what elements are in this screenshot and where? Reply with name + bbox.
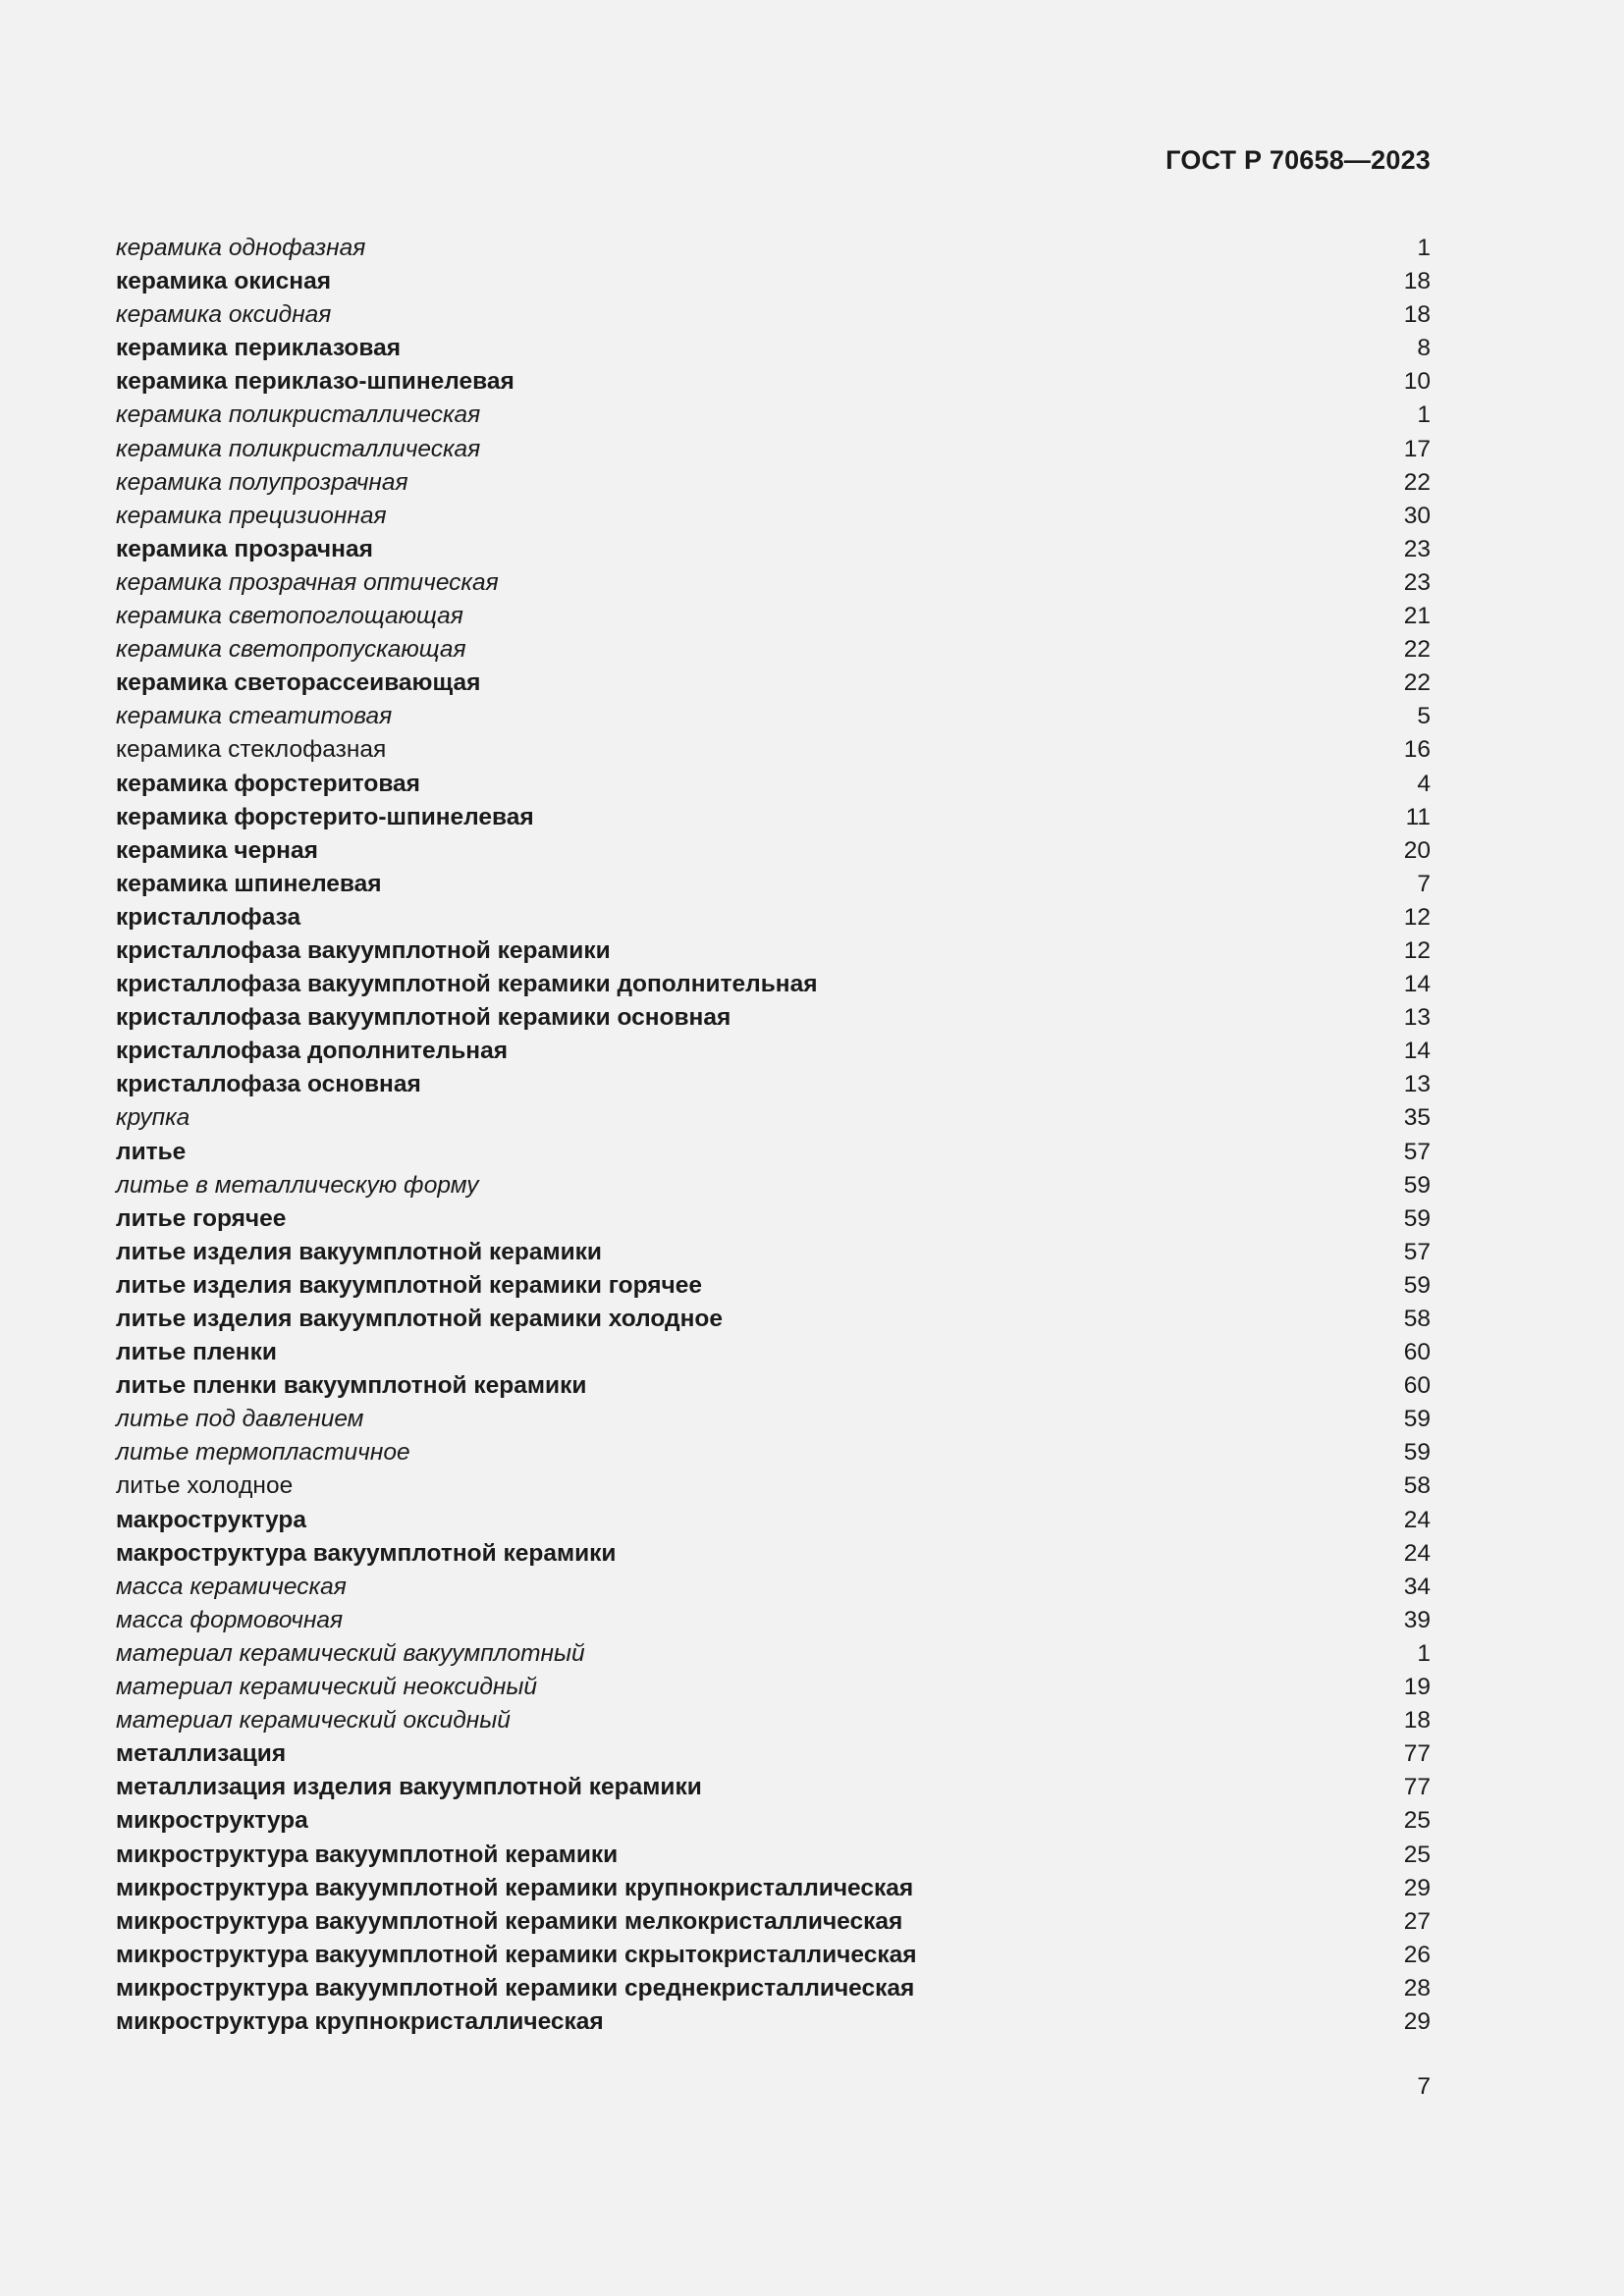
index-entry — [116, 801, 1431, 834]
index-page-ref: 28 — [1403, 1974, 1431, 2002]
index-term: литье пленки вакуумплотной керамики — [116, 1372, 587, 1400]
index-page-ref: 60 — [1403, 1372, 1431, 1400]
index-page-ref: 77 — [1403, 1740, 1431, 1768]
index-term: микроструктура вакуумплотной керамики мелкокристаллическая — [116, 1907, 903, 1935]
index-page-ref: 34 — [1403, 1573, 1431, 1600]
index-term: макроструктура — [116, 1506, 306, 1533]
index-term: керамика форстеритовая — [116, 770, 420, 797]
index-page-ref: 22 — [1403, 468, 1431, 496]
index-term: литье изделия вакуумплотной керамики холодное — [116, 1306, 723, 1332]
index-term: микроструктура крупнокристаллическая — [116, 2007, 604, 2035]
index-entry — [116, 1839, 1431, 1872]
index-entry — [116, 1704, 1431, 1737]
index-page-ref: 22 — [1403, 636, 1431, 664]
index-entry — [116, 1035, 1431, 1068]
index-page-ref: 5 — [1417, 703, 1431, 730]
index-term: керамика светорассеивающая — [116, 669, 481, 697]
index-entry — [116, 399, 1431, 432]
index-entry — [116, 1202, 1431, 1236]
index-term: кристаллофаза основная — [116, 1071, 421, 1098]
index-term: макроструктура вакуумплотной керамики — [116, 1539, 617, 1567]
index-term: керамика стеатитовая — [116, 703, 393, 730]
index-term: керамика оксидная — [116, 301, 332, 329]
index-page-ref: 29 — [1403, 1874, 1431, 1901]
document-header: ГОСТ Р 70658—2023 — [1165, 145, 1431, 175]
index-page-ref: 18 — [1403, 1707, 1431, 1735]
index-term: кристаллофаза вакуумплотной керамики основная — [116, 1004, 731, 1032]
index-entry — [116, 1972, 1431, 2005]
index-page-ref: 25 — [1403, 1807, 1431, 1835]
index-term: керамика форстерито-шпинелевая — [116, 803, 534, 830]
index-entry — [116, 868, 1431, 901]
index-page-ref: 4 — [1417, 770, 1431, 797]
index-entry — [116, 1637, 1431, 1671]
index-entry — [116, 733, 1431, 767]
index-entry — [116, 1369, 1431, 1403]
index-page-ref: 20 — [1403, 836, 1431, 864]
index-page-ref: 39 — [1403, 1606, 1431, 1633]
index-term: керамика периклазо-шпинелевая — [116, 368, 514, 396]
index-page-ref: 11 — [1405, 803, 1431, 830]
index-term: материал керамический вакуумплотный — [116, 1639, 585, 1667]
index-entry — [116, 1771, 1431, 1804]
index-page-ref: 10 — [1403, 368, 1431, 396]
index-entry — [116, 667, 1431, 700]
index-term: керамика черная — [116, 836, 318, 864]
index-entry — [116, 265, 1431, 298]
index-term: кристаллофаза дополнительная — [116, 1038, 509, 1065]
index-term: керамика шпинелевая — [116, 870, 382, 897]
index-entry — [116, 934, 1431, 968]
index-entry — [116, 1236, 1431, 1269]
index-page-ref: 24 — [1403, 1539, 1431, 1567]
index-page-ref: 60 — [1403, 1339, 1431, 1366]
index-page-ref: 59 — [1403, 1204, 1431, 1232]
index-entry — [116, 1136, 1431, 1169]
index-page-ref: 13 — [1403, 1071, 1431, 1098]
index-entry — [116, 433, 1431, 466]
index-term: материал керамический неоксидный — [116, 1674, 538, 1701]
index-page-ref: 77 — [1403, 1774, 1431, 1801]
index-page-ref: 18 — [1403, 268, 1431, 295]
index-page-ref: 16 — [1403, 736, 1431, 764]
index-term: керамика поликристаллическая — [116, 401, 481, 429]
index-entry — [116, 1101, 1431, 1135]
index-page-ref: 25 — [1403, 1841, 1431, 1868]
page-number: 7 — [1417, 2073, 1431, 2100]
index-entry — [116, 1737, 1431, 1771]
index-term: керамика прозрачная — [116, 535, 373, 562]
index-term: микроструктура вакуумплотной керамики скрытокристаллическая — [116, 1941, 917, 1968]
index-term: литье горячее — [116, 1204, 287, 1232]
index-term: керамика светопоглощающая — [116, 603, 463, 630]
index-page-ref: 57 — [1403, 1138, 1431, 1165]
index-term: микроструктура вакуумплотной керамики — [116, 1841, 619, 1868]
index-page-ref: 57 — [1403, 1238, 1431, 1265]
index-page-ref: 8 — [1417, 335, 1431, 362]
index-entry — [116, 1939, 1431, 1972]
index-term: керамика полупрозрачная — [116, 468, 408, 496]
index-entry — [116, 1001, 1431, 1035]
index-entry — [116, 1436, 1431, 1469]
index-page-ref: 1 — [1417, 1639, 1431, 1667]
index-entry — [116, 1403, 1431, 1436]
index-term: микроструктура вакуумплотной керамики крупнокристаллическая — [116, 1874, 914, 1901]
index-term: металлизация — [116, 1740, 287, 1768]
index-entry — [116, 466, 1431, 500]
index-entry — [116, 968, 1431, 1001]
index-term: керамика стеклофазная — [116, 736, 387, 764]
index-entry — [116, 298, 1431, 332]
index-term: керамика однофазная — [116, 235, 366, 261]
index-entry — [116, 834, 1431, 868]
index-entry — [116, 768, 1431, 801]
index-entry — [116, 1469, 1431, 1503]
index-term: литье изделия вакуумплотной керамики — [116, 1238, 602, 1265]
index-term: литье — [116, 1138, 187, 1165]
index-entry — [116, 901, 1431, 934]
index-entry — [116, 1571, 1431, 1604]
index-page-ref: 29 — [1403, 2007, 1431, 2035]
index-page-ref: 23 — [1403, 568, 1431, 596]
index-page-ref: 17 — [1403, 435, 1431, 462]
index-entry — [116, 1804, 1431, 1838]
index-page-ref: 14 — [1403, 971, 1431, 998]
index-page-ref: 7 — [1417, 870, 1431, 897]
index-term: керамика поликристаллическая — [116, 435, 481, 462]
index-entry — [116, 1604, 1431, 1637]
index-entry — [116, 232, 1431, 265]
index-term: кристаллофаза — [116, 903, 301, 931]
index-entry — [116, 600, 1431, 633]
index-entry — [116, 332, 1431, 365]
index-entry — [116, 500, 1431, 533]
index-entry — [116, 1269, 1431, 1303]
index-entry — [116, 1303, 1431, 1336]
index-entry — [116, 2005, 1431, 2039]
index-entry — [116, 633, 1431, 667]
index-page-ref: 59 — [1403, 1171, 1431, 1199]
index-page-ref: 35 — [1403, 1104, 1431, 1132]
index-page-ref: 59 — [1403, 1406, 1431, 1433]
index-term: литье холодное — [116, 1472, 294, 1500]
index-page-ref: 59 — [1403, 1271, 1431, 1299]
index-entry — [116, 1671, 1431, 1704]
index-page-ref: 59 — [1403, 1439, 1431, 1467]
index-page-ref: 21 — [1403, 603, 1431, 630]
index-term: кристаллофаза вакуумплотной керамики дополнительная — [116, 971, 818, 998]
index-entry — [116, 1504, 1431, 1537]
alphabetical-index — [116, 232, 1431, 2039]
index-term: масса формовочная — [116, 1606, 344, 1633]
index-page-ref: 12 — [1403, 936, 1431, 964]
index-term: литье в металлическую форму — [116, 1171, 479, 1199]
index-page-ref: 13 — [1403, 1004, 1431, 1032]
index-page-ref: 1 — [1417, 235, 1431, 261]
index-term: литье термопластичное — [116, 1439, 410, 1467]
index-term: керамика окисная — [116, 268, 331, 295]
index-page-ref: 27 — [1403, 1907, 1431, 1935]
index-term: материал керамический оксидный — [116, 1707, 511, 1735]
index-term: керамика периклазовая — [116, 335, 402, 362]
index-term: керамика прецизионная — [116, 502, 387, 529]
index-entry — [116, 1537, 1431, 1571]
index-term: масса керамическая — [116, 1573, 347, 1600]
index-page-ref: 14 — [1403, 1038, 1431, 1065]
index-entry — [116, 700, 1431, 733]
index-page-ref: 24 — [1403, 1506, 1431, 1533]
index-page-ref: 12 — [1403, 903, 1431, 931]
index-page-ref: 18 — [1403, 301, 1431, 329]
index-entry — [116, 1905, 1431, 1939]
index-entry — [116, 1872, 1431, 1905]
index-term: крупка — [116, 1104, 190, 1132]
index-entry — [116, 1336, 1431, 1369]
index-term: литье под давлением — [116, 1406, 364, 1433]
index-page-ref: 23 — [1403, 535, 1431, 562]
index-term: керамика светопропускающая — [116, 636, 466, 664]
index-term: керамика прозрачная оптическая — [116, 568, 499, 596]
index-page-ref: 30 — [1403, 502, 1431, 529]
index-term: литье пленки — [116, 1339, 277, 1366]
index-page-ref: 26 — [1403, 1941, 1431, 1968]
index-entry — [116, 566, 1431, 600]
index-page-ref: 22 — [1403, 669, 1431, 697]
index-entry — [116, 533, 1431, 566]
index-term: микроструктура — [116, 1807, 308, 1835]
index-term: кристаллофаза вакуумплотной керамики — [116, 936, 611, 964]
index-page-ref: 19 — [1403, 1674, 1431, 1701]
index-term: литье изделия вакуумплотной керамики горячее — [116, 1271, 703, 1299]
index-term: металлизация изделия вакуумплотной керамики — [116, 1774, 702, 1801]
index-entry — [116, 365, 1431, 399]
index-entry — [116, 1169, 1431, 1202]
index-term: микроструктура вакуумплотной керамики среднекристаллическая — [116, 1974, 915, 2002]
index-page-ref: 1 — [1417, 401, 1431, 429]
index-page-ref: 58 — [1403, 1472, 1431, 1500]
index-entry — [116, 1068, 1431, 1101]
index-page-ref: 58 — [1403, 1306, 1431, 1332]
